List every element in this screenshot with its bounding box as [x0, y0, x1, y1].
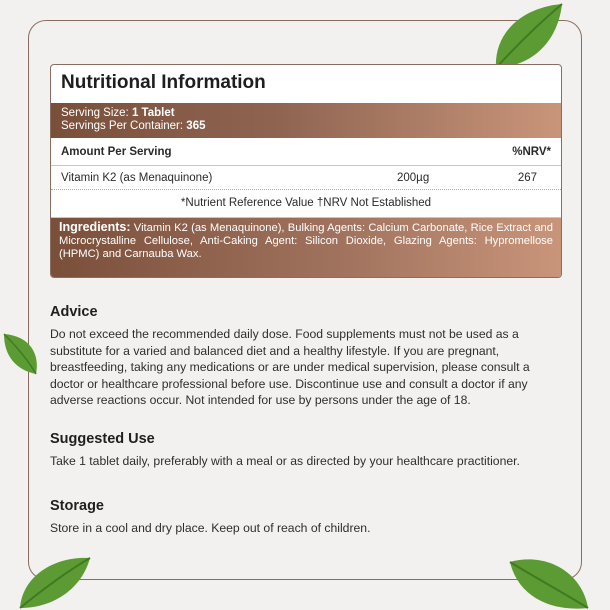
servings-value: 365 [186, 120, 206, 132]
ingredients-band [51, 218, 561, 278]
leaf-icon [488, 0, 568, 72]
serving-size-value: 1 Tablet [131, 107, 175, 119]
leaf-icon [506, 552, 592, 610]
leaf-icon [0, 330, 42, 376]
footnote: *Nutrient Reference Value †NRV Not Established [51, 190, 561, 218]
serving-size-label: Serving Size: [61, 107, 129, 119]
storage-heading: Storage [50, 498, 104, 514]
nutrient-name: Vitamin K2 (as Menaquinone) [61, 171, 213, 184]
panel-title: Nutritional Information [61, 72, 266, 93]
advice-section [50, 304, 562, 409]
header-amount: Amount Per Serving [61, 145, 172, 158]
ingredients-text: Vitamin K2 (as Menaquinone), Bulking Agents: Calcium Carbonate, Rice Extract and Microcrystalline Cellulose, Anti-Caking Agent: Silicon Dioxide, Glazing Agents: Hypromellose (HPMC) and Carnauba Wax. [59, 222, 553, 260]
leaf-icon [16, 552, 94, 610]
servings-label: Servings Per Container: [61, 120, 184, 132]
servings-line [61, 120, 551, 133]
suggested-use-section [50, 431, 562, 470]
serving-size-line [61, 107, 551, 120]
nutrition-panel [50, 64, 562, 278]
suggested-use-heading: Suggested Use [50, 431, 155, 447]
table-header [51, 138, 561, 166]
serving-band [51, 103, 561, 138]
suggested-use-text: Take 1 tablet daily, preferably with a meal or as directed by your healthcare practitioner. [50, 454, 520, 468]
header-nrv: %NRV* [512, 145, 551, 158]
advice-heading: Advice [50, 304, 98, 320]
storage-section [50, 498, 562, 537]
ingredients-label: Ingredients: [59, 220, 131, 234]
advice-text: Do not exceed the recommended daily dose. Food supplements must not be used as a substitute for a varied and balanced diet and a healthy lifestyle. If you are pregnant, breastfeeding, taking any medications or are under medical supervision, please consult a doctor or healthcare professional before use. Discontinue use and consult a doctor if any adverse reactions occur. Not intended for use by persons under the age of 18. [50, 327, 530, 407]
table-row [51, 166, 561, 190]
nutrient-nrv: 267 [517, 171, 537, 184]
nutrient-amount: 200µg [397, 171, 430, 184]
storage-text: Store in a cool and dry place. Keep out of reach of children. [50, 521, 371, 535]
